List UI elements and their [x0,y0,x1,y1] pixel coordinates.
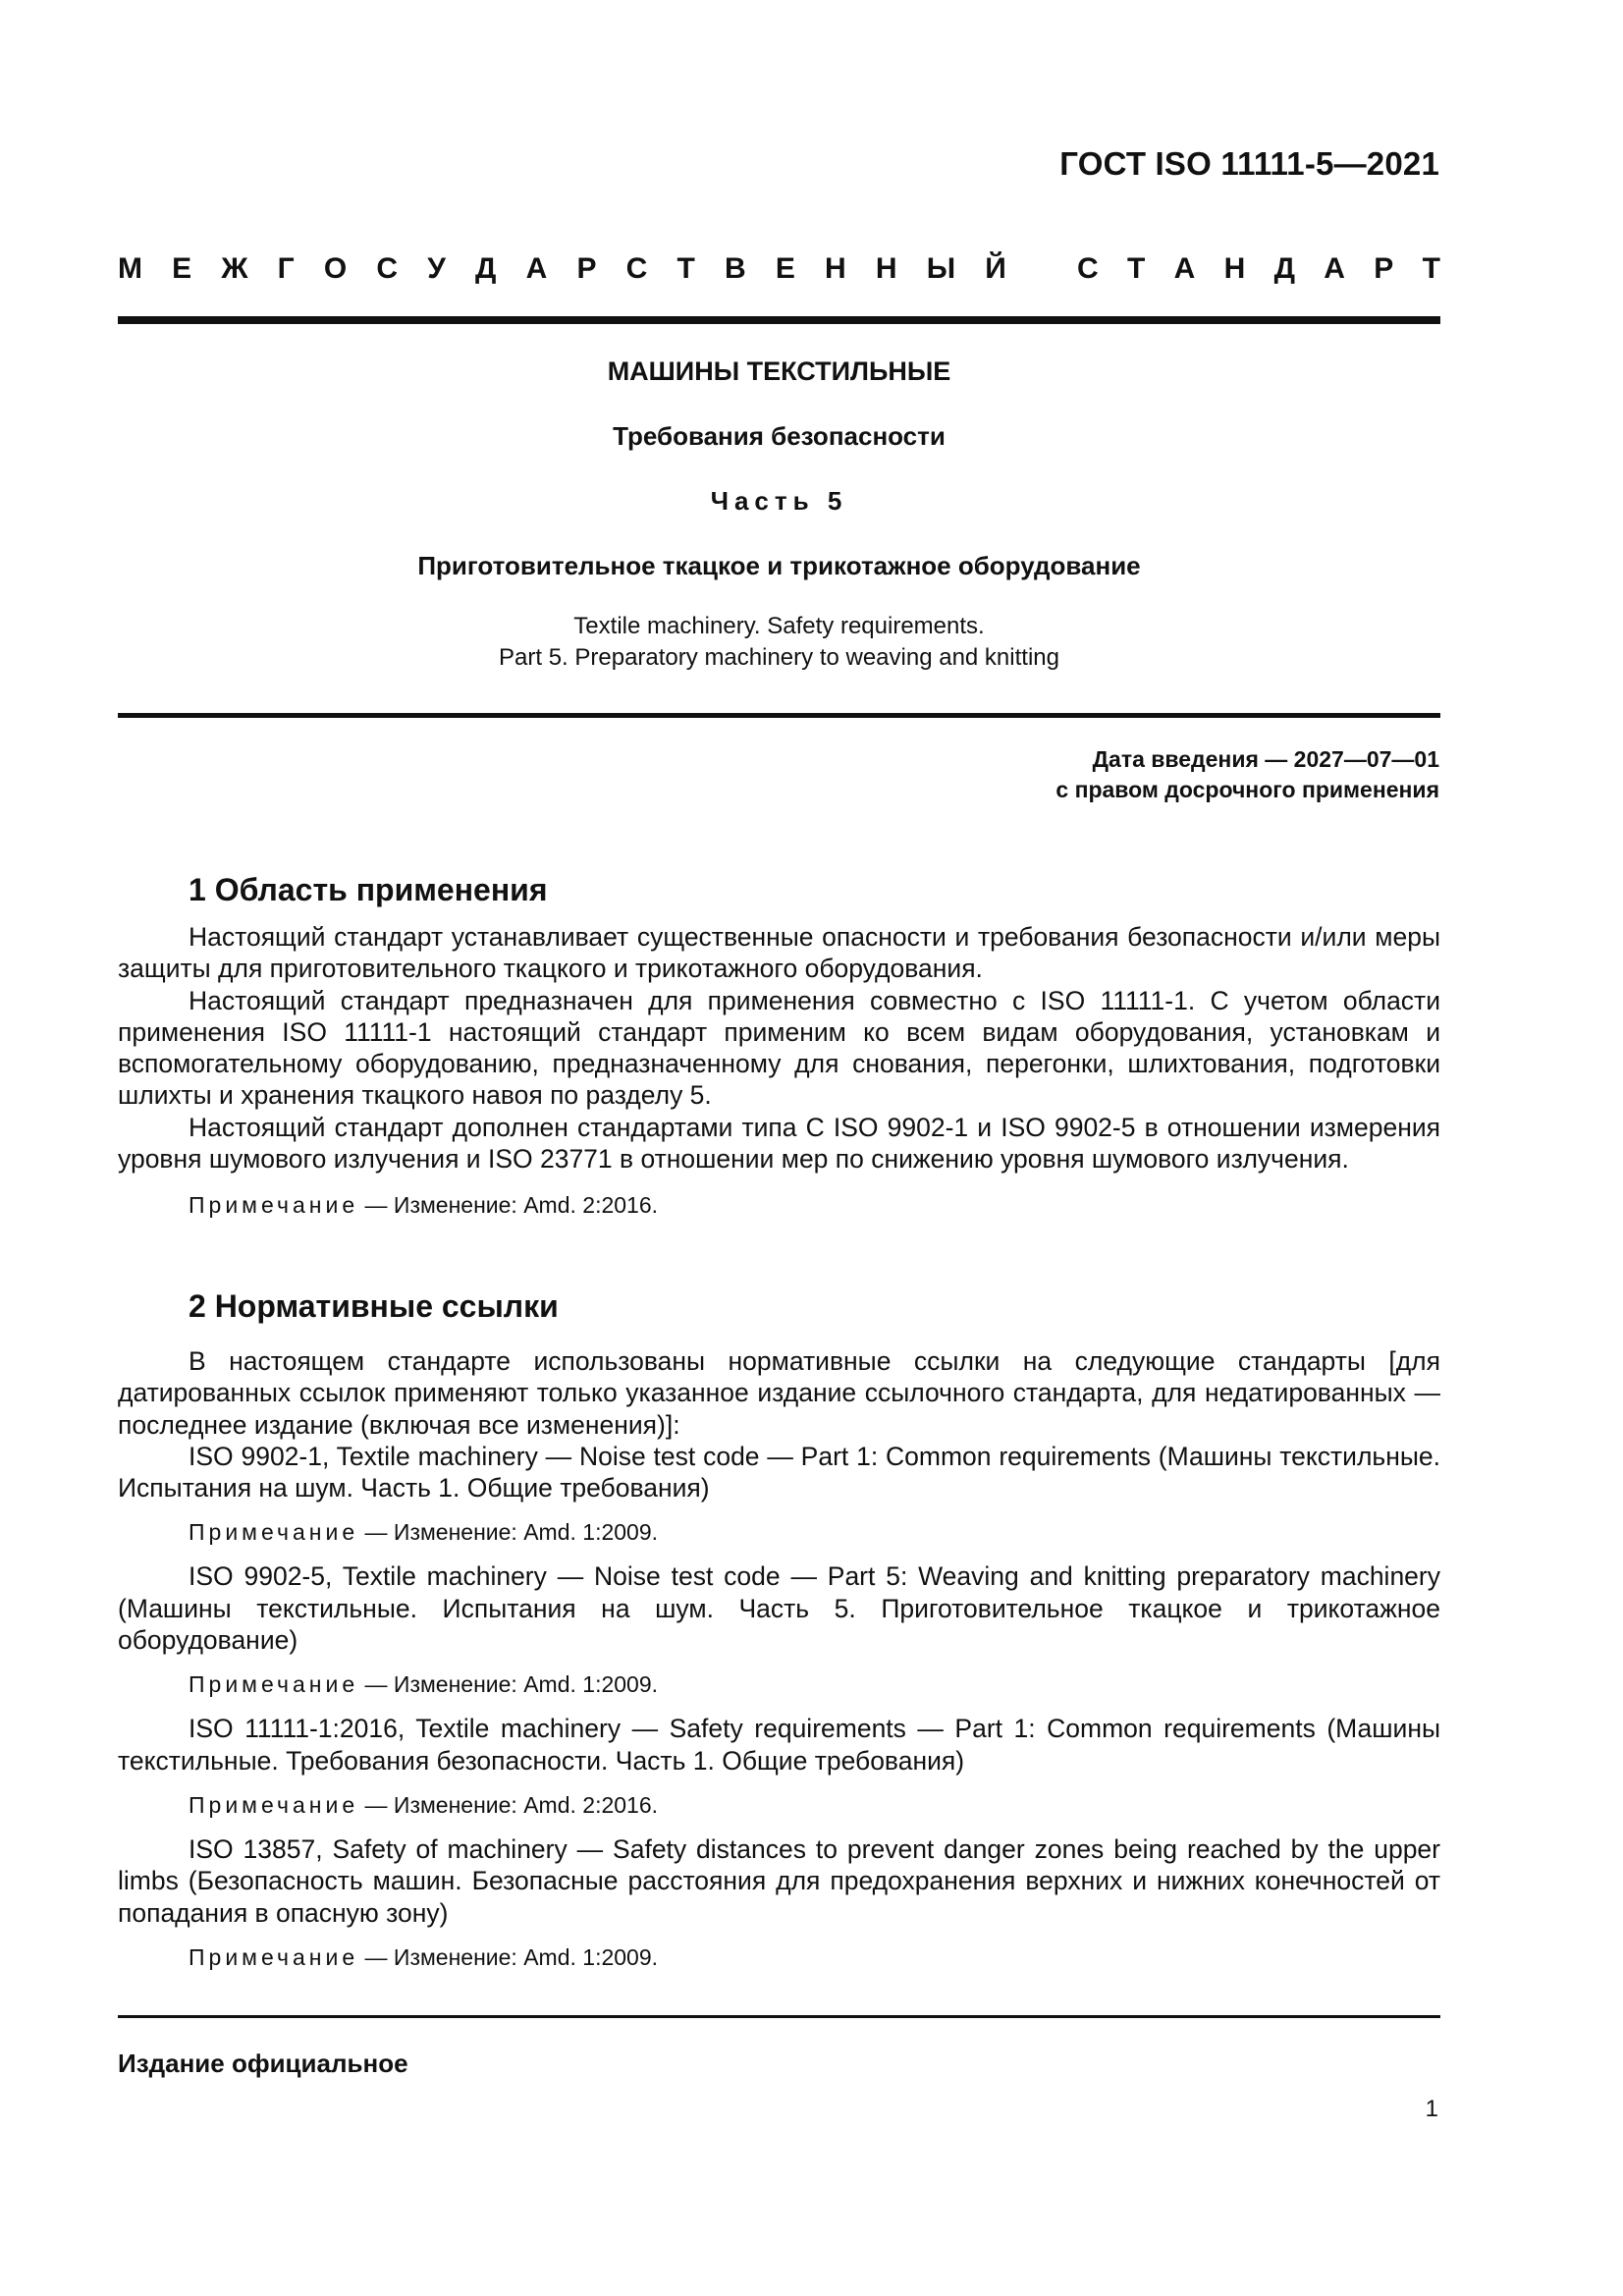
reference-text: ISO 9902-1, Textile machinery — Noise test code — Part 1: Common requirements (Машины текстильные. Испытания на шум. Часть 1. Общие требования) [118,1441,1440,1503]
reference-item [118,1441,1440,1548]
paragraph: Настоящий стандарт дополнен стандартами типа С ISO 9902-1 и ISO 9902-5 в отношении измерения уровня шумового излучения и ISO 23771 в отношении мер по снижению уровня шумового излучения. [118,1112,1440,1175]
banner-letter: Ж [221,252,248,285]
banner-letter: А [525,252,548,285]
banner-word-interstate [118,252,1006,286]
introduction-date-line2: с правом досрочного применения [1055,777,1439,802]
reference-text: ISO 9902-5, Textile machinery — Noise test code — Part 5: Weaving and knitting preparatory machinery (Машины текстильные. Испытания на шум. Часть 5. Приготовительное ткацкое и трикотажное оборудование) [118,1561,1440,1656]
banner-letter: Е [172,252,192,285]
section-heading-scope: 1 Область применения [189,872,548,907]
note [118,1669,1440,1699]
english-title [118,611,1440,674]
banner-letter: Е [775,252,795,285]
banner-letter: С [376,252,399,285]
banner-letter: А [1324,252,1345,285]
introduction-date-line1: Дата введения — 2027—07—01 [1092,746,1439,772]
banner-letter: Д [475,252,497,285]
header-rule [118,316,1440,324]
banner-letter: Т [676,252,695,285]
note-label: Примечание [189,1671,359,1698]
note-text: — Изменение: Amd. 1:2009. [358,1519,659,1546]
banner-letter: Н [825,252,846,285]
banner-letter: Т [1422,252,1440,285]
document-title: МАШИНЫ ТЕКСТИЛЬНЫЕ [607,356,951,386]
banner-letter: Н [1223,252,1246,285]
banner-letter: Н [875,252,897,285]
note [118,1942,1440,1972]
part-label: Часть 5 [710,486,848,516]
banner-letter: Д [1273,252,1295,285]
note [118,1190,1440,1220]
page-number: 1 [1425,2096,1438,2122]
banner-word-standard [1077,252,1440,286]
title-rule [118,713,1440,718]
banner-letter: В [724,252,746,285]
reference-item [118,1833,1440,1972]
footer-rule [118,2015,1440,2018]
banner-letter: Й [985,252,1006,285]
note-label: Примечание [189,1943,359,1970]
banner-letter: Р [1374,252,1394,285]
banner-letter: У [427,252,446,285]
english-title-line2: Part 5. Preparatory machinery to weaving and knitting [499,644,1059,671]
banner-letter: А [1173,252,1196,285]
note-text: — Изменение: Amd. 1:2009. [358,1943,659,1970]
english-title-line1: Textile machinery. Safety requirements. [573,613,985,639]
note-label: Примечание [189,1791,359,1818]
official-edition-label: Издание официальное [118,2049,408,2078]
note-text: — Изменение: Amd. 2:2016. [358,1192,659,1219]
section-normative-references [118,1286,1440,1986]
part-title: Приготовительное ткацкое и трикотажное оборудование [417,551,1141,580]
paragraph: Настоящий стандарт устанавливает существенные опасности и требования безопасности и/или меры защиты для приготовительного ткацкого и трикотажного оборудования. [118,922,1440,984]
banner-letter: С [625,252,648,285]
section-heading-references: 2 Нормативные ссылки [189,1288,559,1324]
banner-letter: О [323,252,348,285]
reference-text: ISO 13857, Safety of machinery — Safety distances to prevent danger zones being reached by the upper limbs (Безопасность машин. Безопасные расстояния для предохранения верхних и нижних конечностей от попадания в опасную зону) [118,1833,1440,1928]
banner-letter: С [1077,252,1099,285]
banner-letter: М [118,252,142,285]
reference-item [118,1713,1440,1820]
standard-banner [118,249,1440,289]
banner-letter: Ы [926,252,956,285]
section-scope [118,870,1440,1220]
reference-text: ISO 11111-1:2016, Textile machinery — Safety requirements — Part 1: Common requirements (Машины текстильные. Требования безопасности. Часть 1. Общие требования) [118,1714,1440,1776]
note-text: — Изменение: Amd. 2:2016. [358,1791,659,1818]
document-number: ГОСТ ISO 11111-5—2021 [1059,145,1439,182]
banner-letter: Р [576,252,597,285]
paragraph: В настоящем стандарте использованы нормативные ссылки на следующие стандарты [для датированных ссылок применяют только указанное издание ссылочного стандарта, для недатированных — последнее издание (включая все изменения)]: [118,1346,1440,1440]
paragraph: Настоящий стандарт предназначен для применения совместно с ISO 11111-1. С учетом области применения ISO 11111-1 настоящий стандарт применим ко всем видам оборудования, установкам и вспомогательному оборудованию, предназначенному для снования, перегонки, шлихтования, подготовки шлихты и хранения ткацкого навоя по разделу 5. [118,985,1440,1111]
banner-letter: Г [277,252,295,285]
note-label: Примечание [189,1519,359,1546]
introduction-date [1055,744,1439,805]
note [118,1517,1440,1547]
reference-item [118,1560,1440,1699]
note-text: — Изменение: Amd. 1:2009. [358,1671,659,1698]
banner-letter: Т [1126,252,1146,285]
note [118,1790,1440,1820]
document-subtitle: Требования безопасности [613,421,946,451]
note-label: Примечание [189,1192,359,1219]
